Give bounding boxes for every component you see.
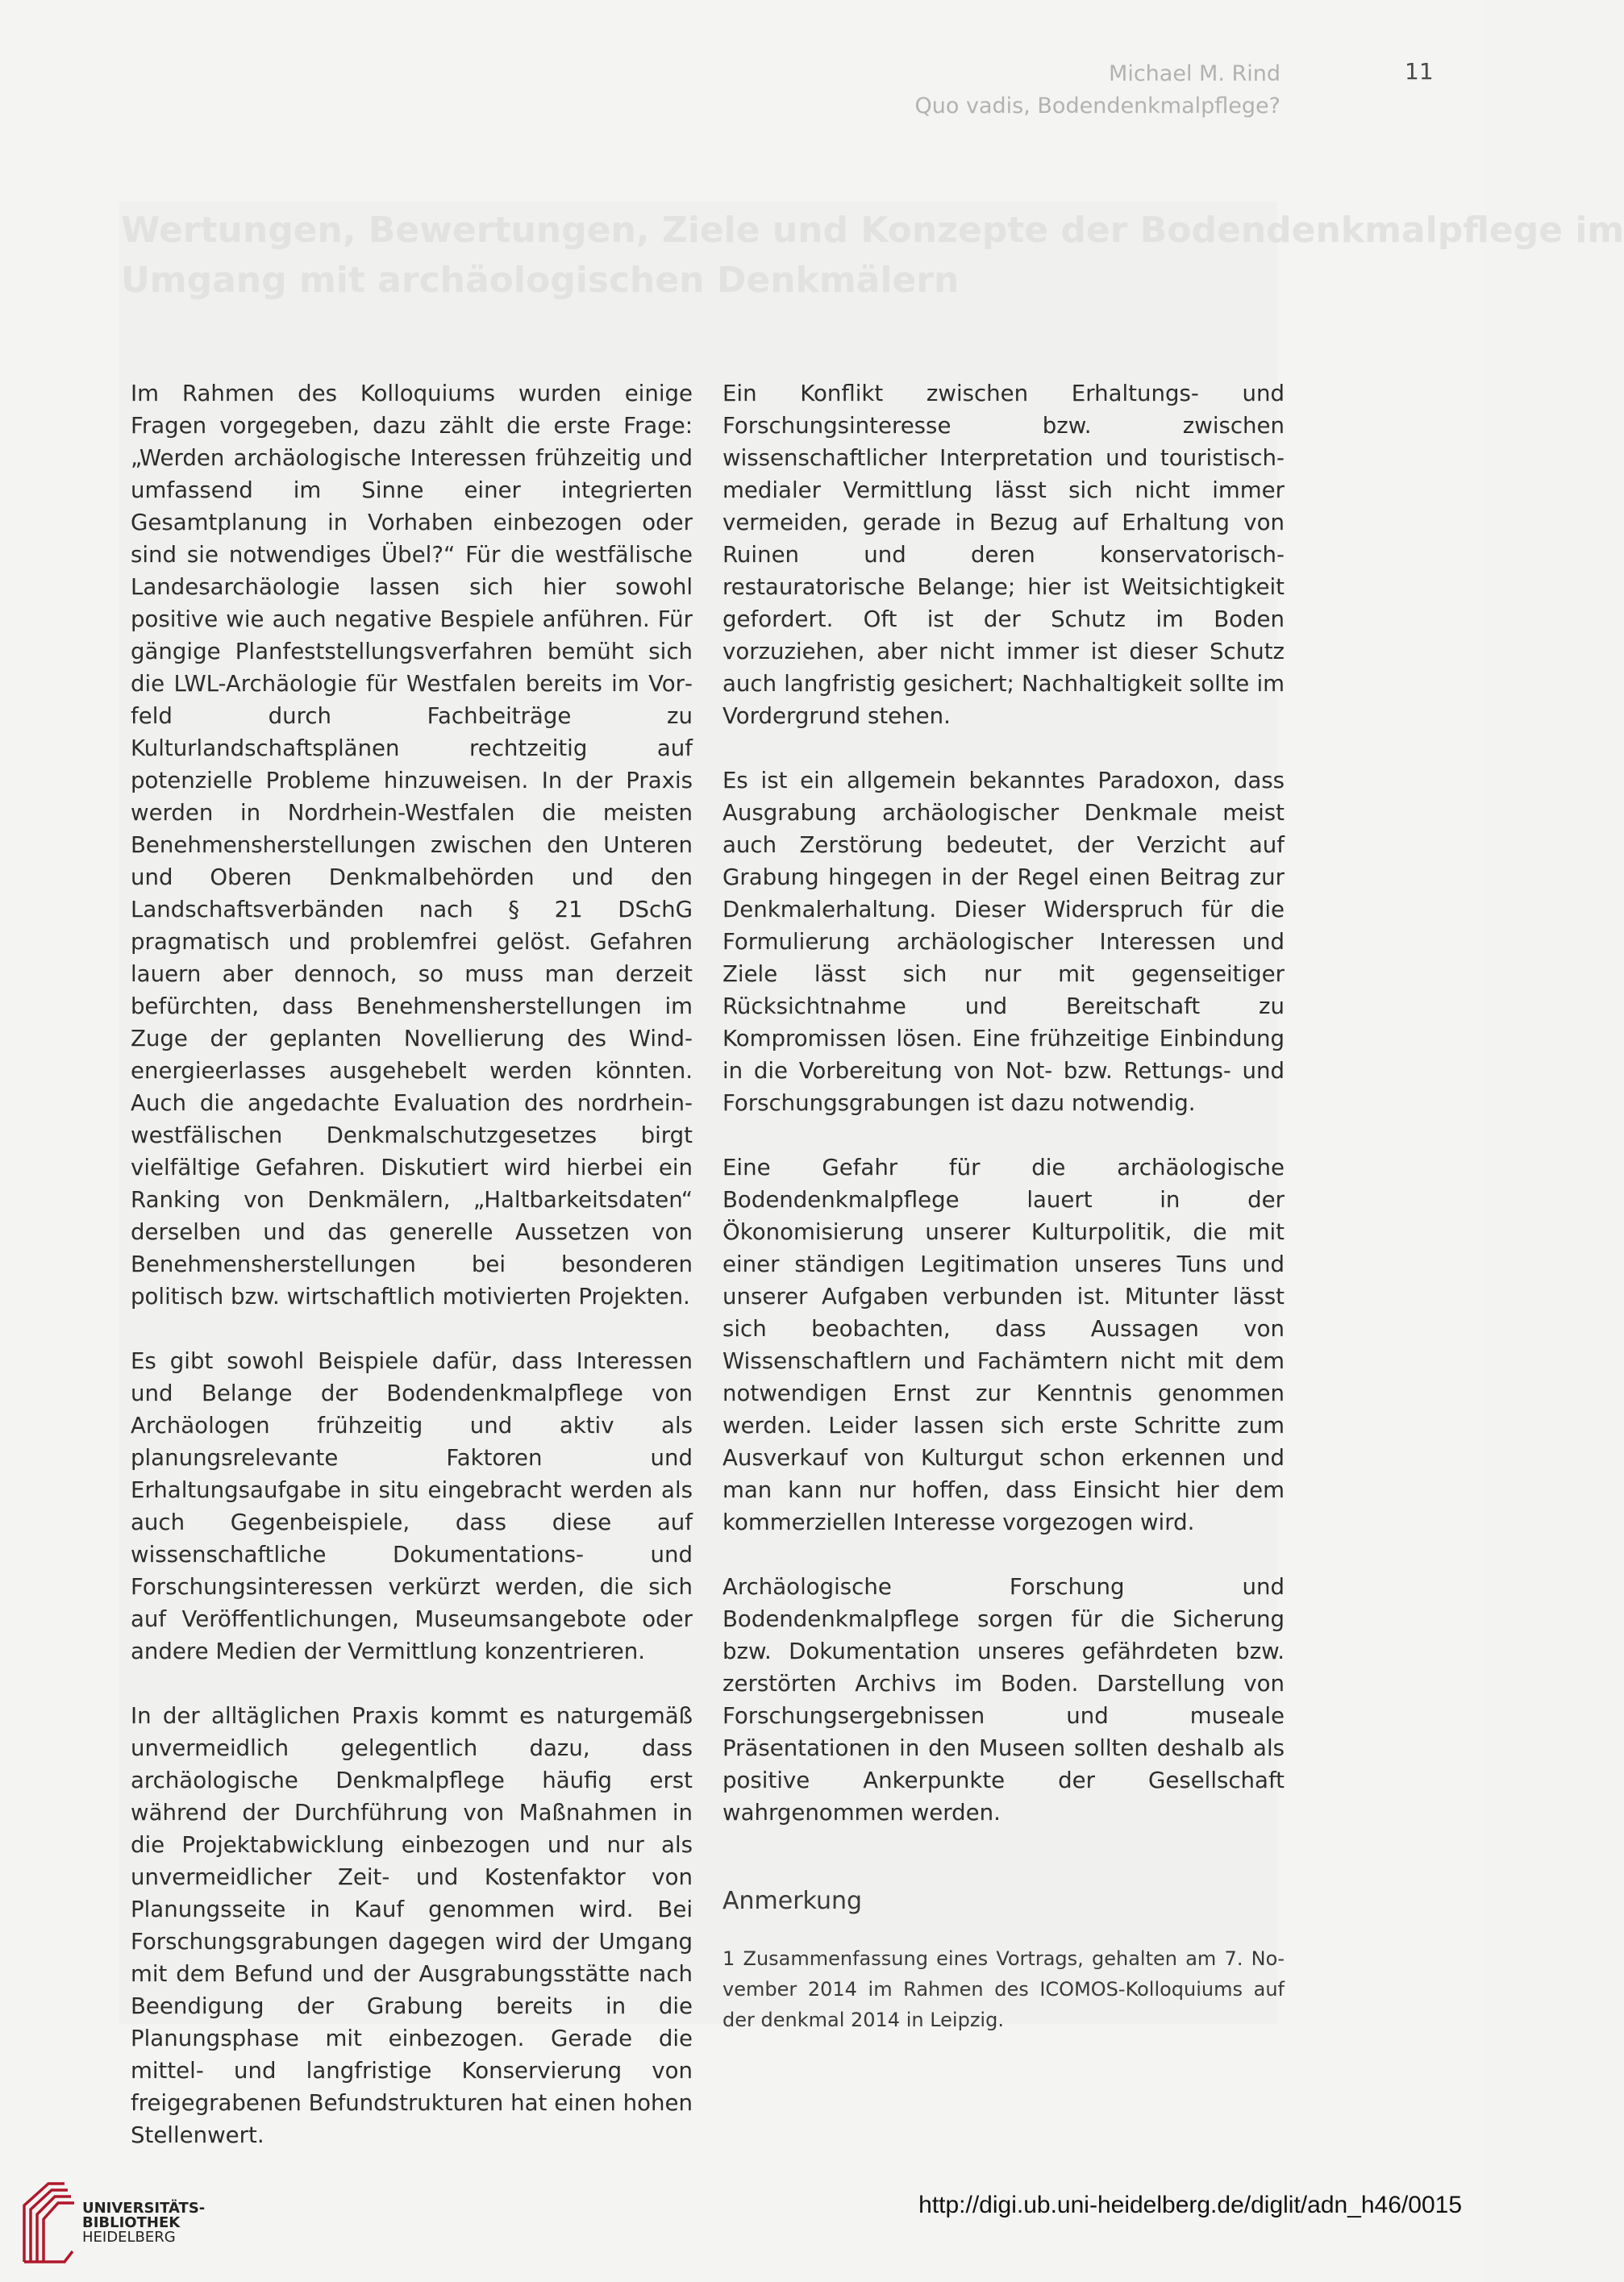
show-through-line-1: Wertungen, Bewertungen, Ziele und Konzepte der Bodendenkmalpflege im <box>121 210 1624 251</box>
logo-line-1: UNIVERSITÄTS- <box>82 2200 206 2217</box>
paragraph: Eine Gefahr für die archäologische Bodendenkmalpflege lauert in der Ökonomisierung unserer Kulturpolitik, die mit einer ständigen Legitimation unseres Tuns und unserer Aufgaben verbunden ist. Mitunter lässt sich beobachten, dass Aussagen von Wissenschaftlern und Fachämtern nicht mit dem notwendigen Ernst zur Kenntnis genommen werden. Leider lassen sich erste Schritte zum Ausverkauf von Kulturgut schon erkennen und man kann nur hoffen, dass Einsicht hier dem kommerziellen Interesse vorgezogen wird. <box>722 1154 1285 1535</box>
footnote: 1 Zusammenfassung eines Vortrags, gehalten am 7. November 2014 im Rahmen des ICOMOS-Kolloquiums auf der denkmal 2014 in Leipzig. <box>722 1947 1285 2031</box>
header-title: Quo vadis, Bodendenkmalpflege? <box>914 94 1280 119</box>
show-through-text <box>121 206 1624 306</box>
paragraph: Es gibt sowohl Beispiele dafür, dass Interessen und Belange der Bodendenkmalpflege von Archäologen frühzeitig und aktiv als planungsrelevante Faktoren und Erhaltungsaufgabe in situ eingebracht werden als auch Gegenbeispiele, dass diese auf wissenschaftliche Dokumentations- und Forschungsinteressen verkürzt werden, die sich auf Veröffentlichungen, Museumsangebote oder andere Medien der Vermittlung konzentrieren. <box>131 1347 693 1664</box>
paragraph: Ein Konflikt zwischen Erhaltungs- und Forschungsinteresse bzw. zwischen wissenschaftlicher Interpretation und touristisch-medialer Vermittlung lässt sich nicht immer vermeiden, gerade in Bezug auf Erhaltung von Ruinen und deren konservatorisch-restauratorische Belange; hier ist Weitsichtigkeit gefordert. Oft ist der Schutz im Boden vorzuziehen, aber nicht immer ist dieser Schutz auch langfristig gesichert; Nachhaltigkeit sollte im Vordergrund stehen. <box>722 380 1285 729</box>
running-header <box>915 58 1280 123</box>
page-number: 11 <box>1405 58 1434 85</box>
paragraph: Es ist ein allgemein bekanntes Paradoxon, dass Ausgrabung archäologischer Denkmale meist auch Zerstörung bedeutet, der Verzicht auf Grabung hingegen in der Regel einen Beitrag zur Denkmalerhaltung. Dieser Widerspruch für die Formulierung archäologischer Interessen und Ziele lässt sich nur mit gegenseitiger Rücksichtnahme und Bereitschaft zu Kompromissen lösen. Eine frühzeitige Einbindung in die Vorbereitung von Not- bzw. Rettungs- und Forschungsgrabungen ist dazu notwendig. <box>722 767 1285 1116</box>
left-column <box>131 377 693 2184</box>
paragraph: Archäologische Forschung und Bodendenkmalpflege sorgen für die Sicherung bzw. Dokumentation unseres gefährdeten bzw. zerstörten Archivs im Boden. Darstellung von Forschungsergebnissen und museale Präsentationen in den Museen sollten deshalb als positive Ankerpunkte der Gesellschaft wahrgenommen werden. <box>722 1573 1285 1826</box>
logo-line-3: HEIDELBERG <box>82 2229 176 2246</box>
paragraph: In der alltäglichen Praxis kommt es naturgemäß unvermeidlich gelegentlich dazu, dass archäologische Denkmalpflege häufig erst während der Durchführung von Maßnahmen in die Projektabwicklung einbezogen und nur als unvermeidlicher Zeit- und Kostenfaktor von Planungsseite in Kauf genommen wird. Bei Forschungsgrabungen dagegen wird der Umgang mit dem Befund und der Ausgrabungsstätte nach Beendigung der Grabung bereits in die Planungsphase mit einbezogen. Gerade die mittel- und langfristige Konservierung von freigegrabenen Befundstrukturen hat einen hohen Stellenwert. <box>131 1702 693 2148</box>
logo-line-2: BIBLIOTHEK <box>82 2214 181 2231</box>
header-author: Michael M. Rind <box>1109 61 1280 86</box>
notes-heading: Anmerkung <box>722 1887 863 1915</box>
paragraph: Im Rahmen des Kolloquiums wurden einige Fragen vorgegeben, dazu zählt die erste Frage: „Werden archäologische Interessen frühzeitig und umfassend im Sinne einer integrierten Gesamtplanung in Vorhaben einbezogen oder sind sie notwendiges Übel?“ Für die westfälische Landesarchäologie lassen sich hier sowohl positive wie auch negative Bespiele anführen. Für gängige Planfeststellungsverfahren bemüht sich die LWL-Archäologie für Westfalen bereits im Vorfeld durch Fachbeiträge zu Kulturlandschaftsplänen rechtzeitig auf potenzielle Probleme hinzuweisen. In der Praxis werden in Nordrhein-Westfalen die meisten Benehmensherstellungen zwischen den Unteren und Oberen Denkmalbehörden und den Landschaftsverbänden nach § 21 DSchG pragmatisch und problemfrei gelöst. Gefahren lauern aber dennoch, so muss man derzeit befürchten, dass Benehmensherstellungen im Zuge der geplanten Novellierung des Windenergieerlasses ausgehebelt werden könnten. Auch die angedachte Evaluation des nordrhein-westfälischen Denkmalschutzgesetzes birgt vielfältige Gefahren. Diskutiert wird hierbei ein Ranking von Denkmälern, „Haltbarkeitsdaten“ derselben und das generelle Aussetzen von Benehmensherstellungen bei besonderen politisch bzw. wirtschaftlich motivierten Projekten. <box>131 380 693 1310</box>
library-logo-text <box>82 2201 205 2245</box>
right-column <box>722 377 1285 2035</box>
source-url[interactable]: http://digi.ub.uni-heidelberg.de/diglit/adn_h46/0015 <box>918 2192 1462 2218</box>
show-through-line-2: Umgang mit archäologischen Denkmälern <box>121 260 960 301</box>
